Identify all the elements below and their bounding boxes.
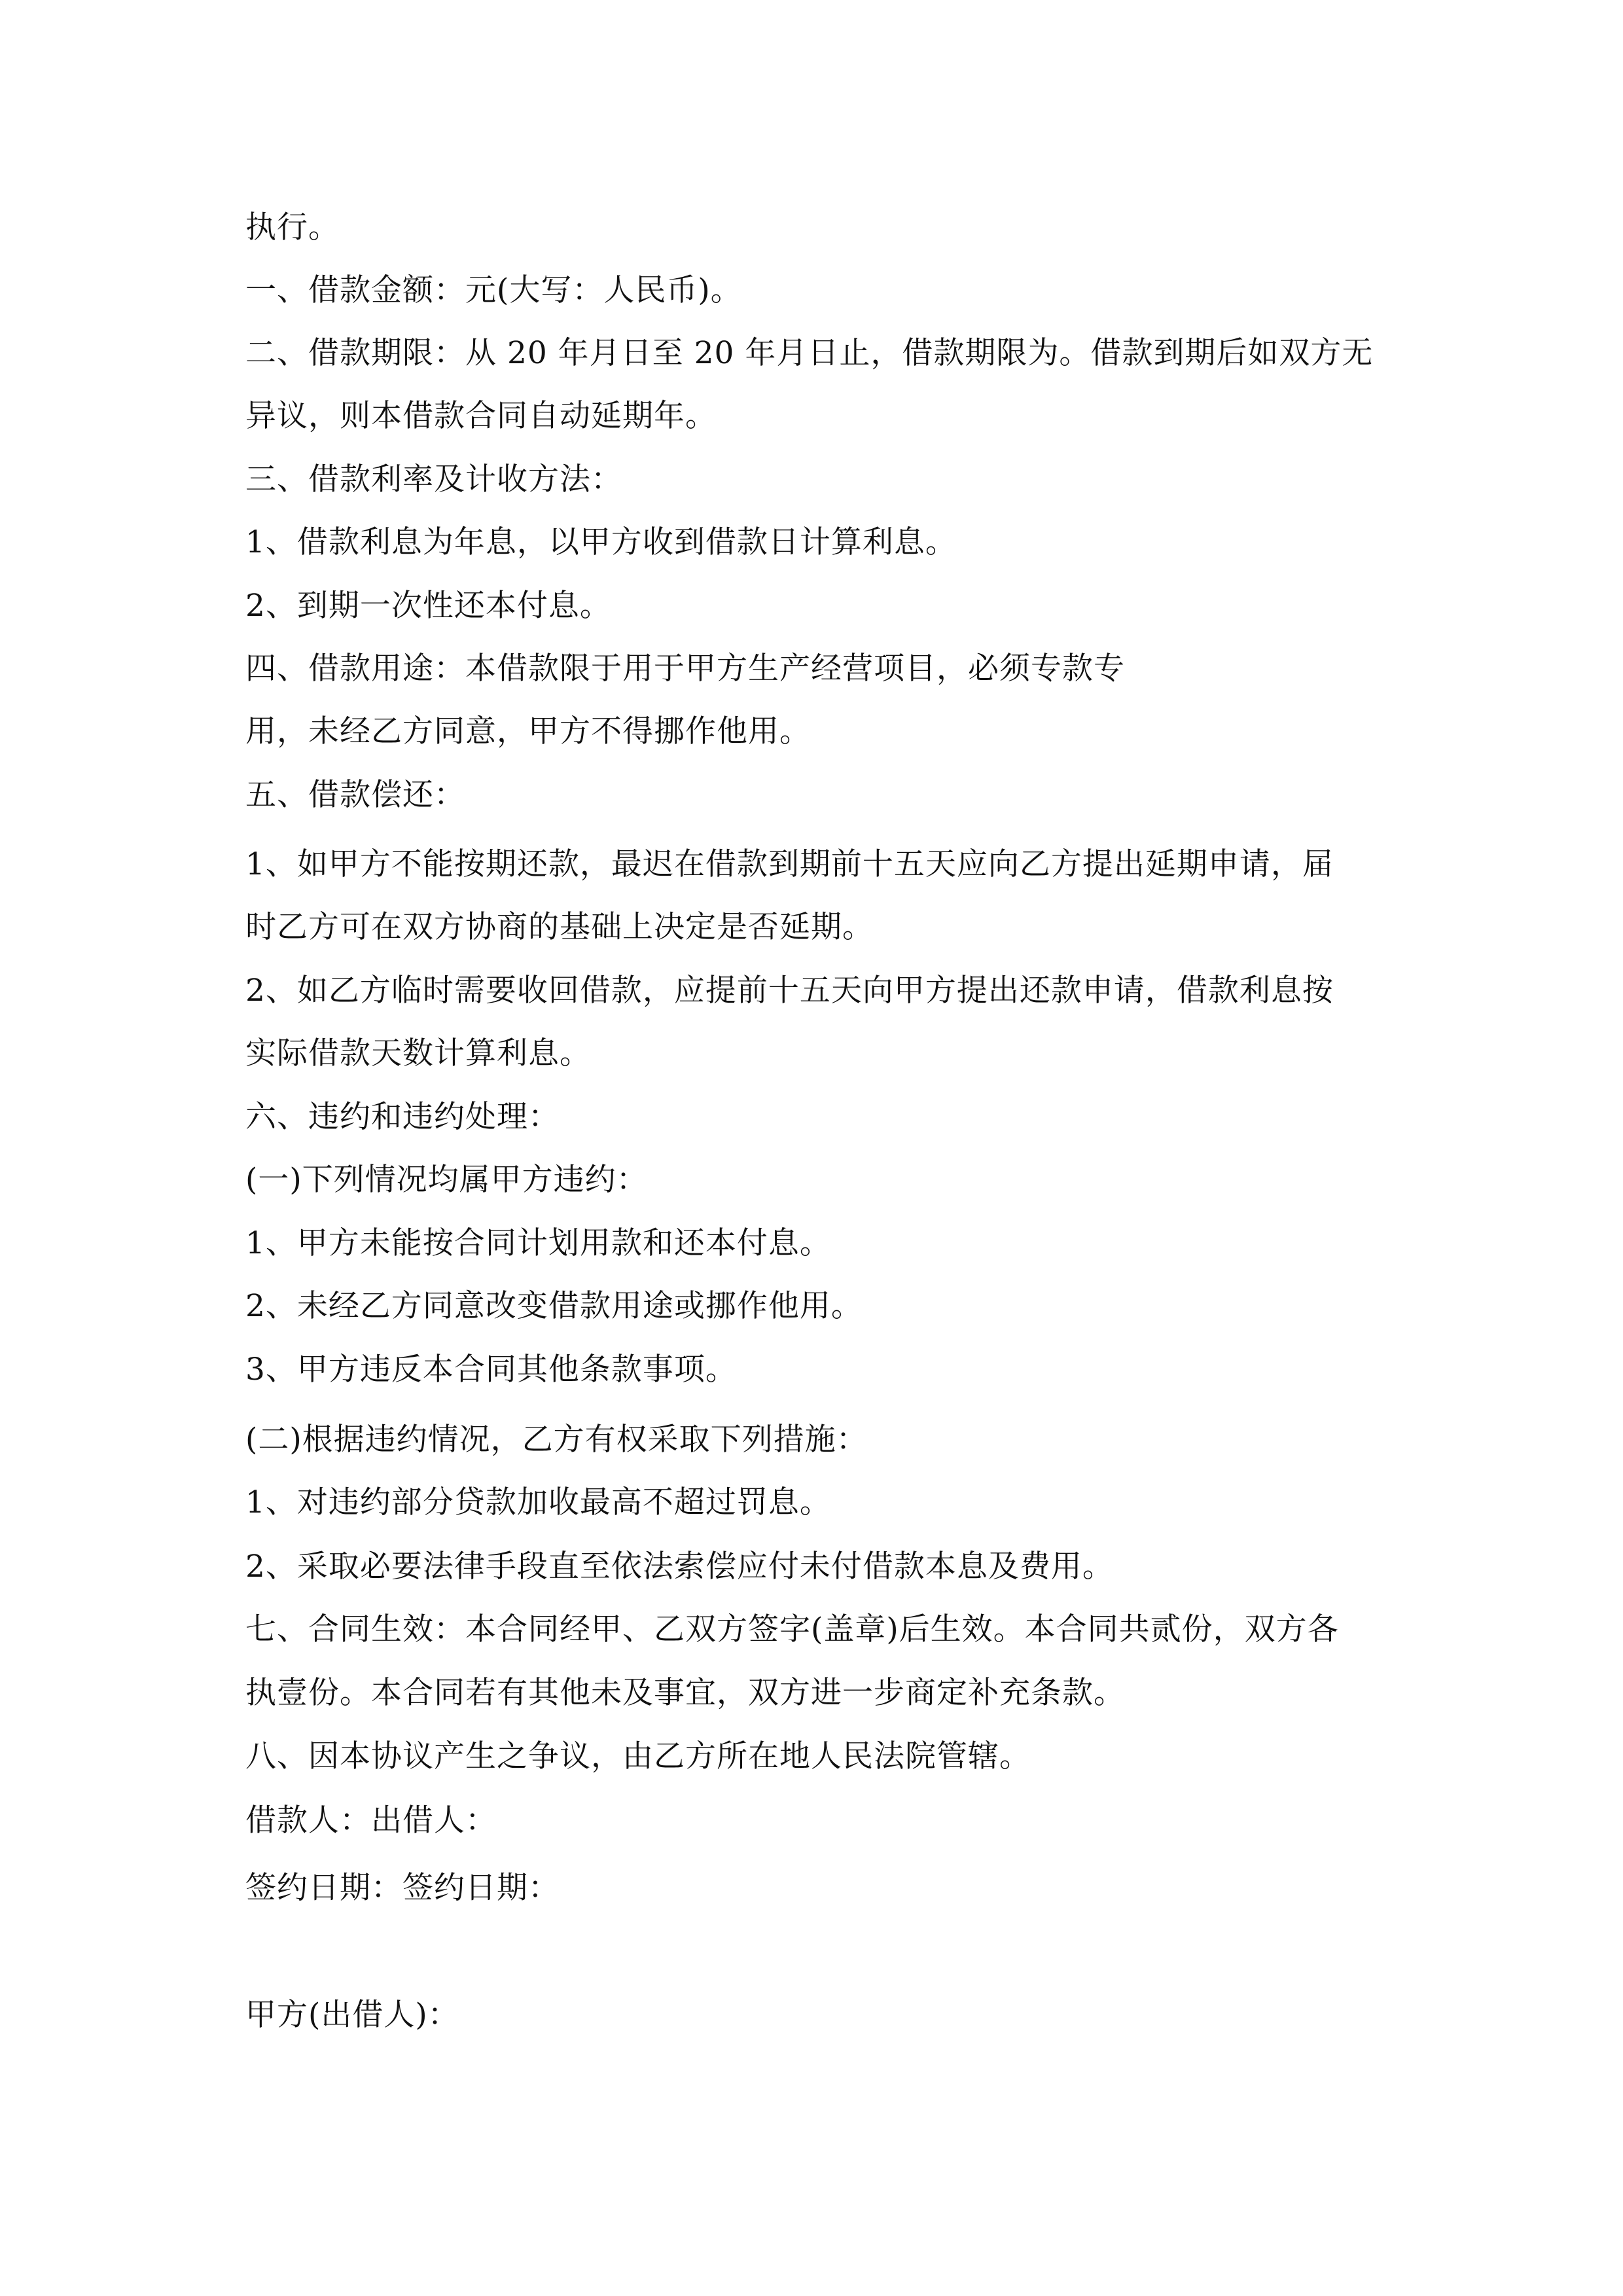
text-line: 2、未经乙方同意改变借款用途或挪作他用。 [245,1288,863,1324]
text-line: 七、合同生效：本合同经甲、乙双方签字(盖章)后生效。本合同共贰份，双方各 [245,1611,1339,1647]
text-line: 1、甲方未能按合同计划用款和还本付息。 [245,1225,831,1261]
text-line: 实际借款天数计算利息。 [245,1035,591,1071]
text-line: 执行。 [245,209,340,245]
text-line: 异议，则本借款合同自动延期年。 [245,398,717,434]
text-line: 五、借款偿还： [245,777,465,813]
text-line: 甲方(出借人)： [245,1997,459,2033]
text-line: 八、因本协议产生之争议，由乙方所在地人民法院管辖。 [245,1738,1031,1774]
text-line: 签约日期：签约日期： [245,1870,560,1906]
text-line: 一、借款金额：元(大写：人民币)。 [245,272,742,308]
text-line: 时乙方可在双方协商的基础上决定是否延期。 [245,909,874,945]
text-line: 用，未经乙方同意，甲方不得挪作他用。 [245,713,811,749]
text-line: 2、到期一次性还本付息。 [245,588,611,624]
text-line: 1、借款利息为年息，以甲方收到借款日计算利息。 [245,524,957,560]
text-line: (一)下列情况均属甲方违约： [245,1162,648,1198]
text-line: 执壹份。本合同若有其他未及事宜，双方进一步商定补充条款。 [245,1675,1125,1711]
text-line: 3、甲方违反本合同其他条款事项。 [245,1352,737,1388]
text-line: 三、借款利率及计收方法： [245,461,622,497]
text-line: 借款人：出借人： [245,1803,497,1839]
text-line: 二、借款期限：从 20 年月日至 20 年月日止，借款期限为。借款到期后如双方无 [245,335,1374,371]
text-line: 1、如甲方不能按期还款，最迟在借款到期前十五天应向乙方提出延期申请，届 [245,846,1334,882]
text-line: (二)根据违约情况，乙方有权采取下列措施： [245,1422,868,1458]
text-line: 六、违约和违约处理： [245,1099,560,1135]
text-line: 2、采取必要法律手段直至依法索偿应付未付借款本息及费用。 [245,1549,1114,1585]
text-line: 四、借款用途：本借款限于用于甲方生产经营项目，必须专款专 [245,651,1125,687]
text-line: 1、对违约部分贷款加收最高不超过罚息。 [245,1484,831,1520]
text-line: 2、如乙方临时需要收回借款，应提前十五天向甲方提出还款申请，借款利息按 [245,973,1334,1009]
